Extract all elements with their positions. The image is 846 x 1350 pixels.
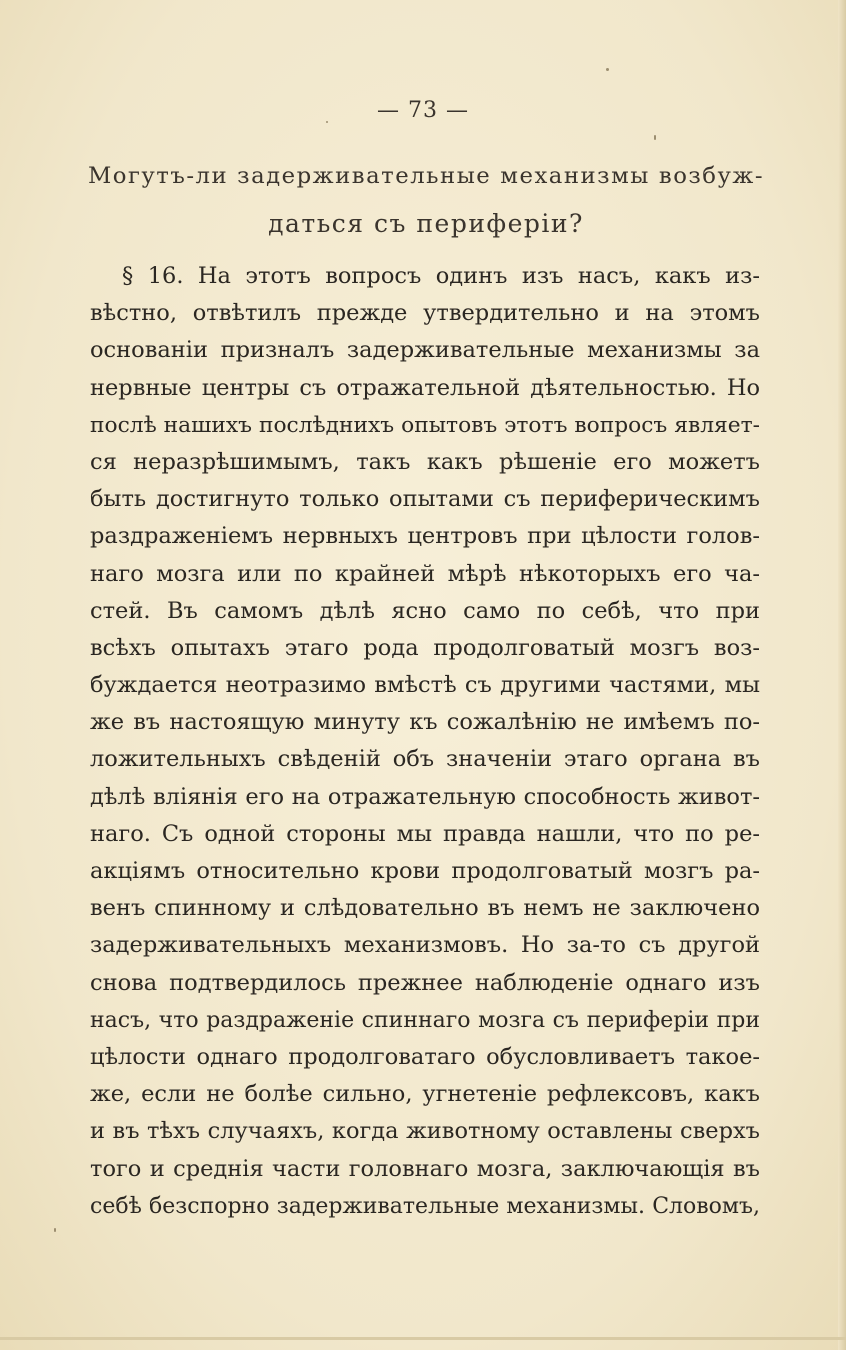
text-line: насъ, что раздраженіе спиннаго мозга съ периферіи при (90, 1007, 760, 1033)
page-edge-bottom (0, 1337, 846, 1340)
heading-line: Могутъ-ли задерживательные механизмы возбуж- (88, 163, 764, 189)
text-line: основаніи призналъ задерживательные механизмы за (90, 337, 760, 364)
ink-speck (54, 1228, 56, 1232)
text-line: ся неразрѣшимымъ, такъ какъ рѣшеніе его можетъ (90, 448, 760, 475)
text-line: наго мозга или по крайней мѣрѣ нѣкоторыхъ его ча- (90, 560, 760, 587)
text-line: себѣ безспорно задерживательные механизмы. Словомъ, (90, 1193, 760, 1219)
body-paragraph (90, 258, 760, 1225)
text-line: дѣлѣ вліянія его на отражательную способность живот- (90, 783, 760, 810)
text-line: вѣстно, отвѣтилъ прежде утвердительно и на этомъ (90, 300, 760, 327)
page-number: — 73 — (377, 98, 469, 123)
page-edge-right (838, 0, 846, 1350)
text-line: ложительныхъ свѣденій объ значеніи этаго органа въ (90, 746, 760, 773)
text-line: же, если не болѣе сильно, угнетеніе рефлексовъ, какъ (90, 1081, 760, 1108)
text-line: послѣ нашихъ послѣднихъ опытовъ этотъ вопросъ являет- (90, 412, 760, 438)
text-line: быть достигнуто только опытами съ периферическимъ (90, 486, 760, 513)
text-line: раздраженіемъ нервныхъ центровъ при цѣлости голов- (90, 523, 760, 550)
text-line: цѣлости однаго продолговатаго обусловливаетъ такое- (90, 1043, 760, 1070)
text-line: снова подтвердилось прежнее наблюденіе однаго изъ (90, 969, 760, 996)
text-line: акціямъ относительно крови продолговатый мозгъ ра- (90, 858, 760, 884)
text-line: и въ тѣхъ случаяхъ, когда животному оставлены сверхъ (90, 1118, 760, 1145)
text-line: буждается неотразимо вмѣстѣ съ другими частями, мы (90, 672, 760, 699)
text-line: всѣхъ опытахъ этаго рода продолговатый мозгъ воз- (90, 634, 760, 661)
text-line: § 16. На этотъ вопросъ одинъ изъ насъ, какъ из- (122, 263, 760, 289)
text-line: нервные центры съ отражательной дѣятельностью. Но (90, 374, 760, 401)
ink-speck (654, 135, 656, 140)
ink-speck (606, 68, 609, 71)
text-line: венъ спинному и слѣдовательно въ немъ не заключено (90, 895, 760, 922)
heading-line: даться съ периферіи? (268, 209, 584, 238)
text-line: того и среднія части головнаго мозга, заключающія въ (90, 1155, 760, 1182)
section-heading (88, 152, 764, 248)
text-line: наго. Съ одной стороны мы правда нашли, что по ре- (90, 820, 760, 847)
text-line: стей. Въ самомъ дѣлѣ ясно само по себѣ, что при (90, 597, 760, 624)
text-line: же въ настоящую минуту къ сожалѣнію не имѣемъ по- (90, 709, 760, 736)
text-line: задерживательныхъ механизмовъ. Но за-то съ другой (90, 932, 760, 959)
